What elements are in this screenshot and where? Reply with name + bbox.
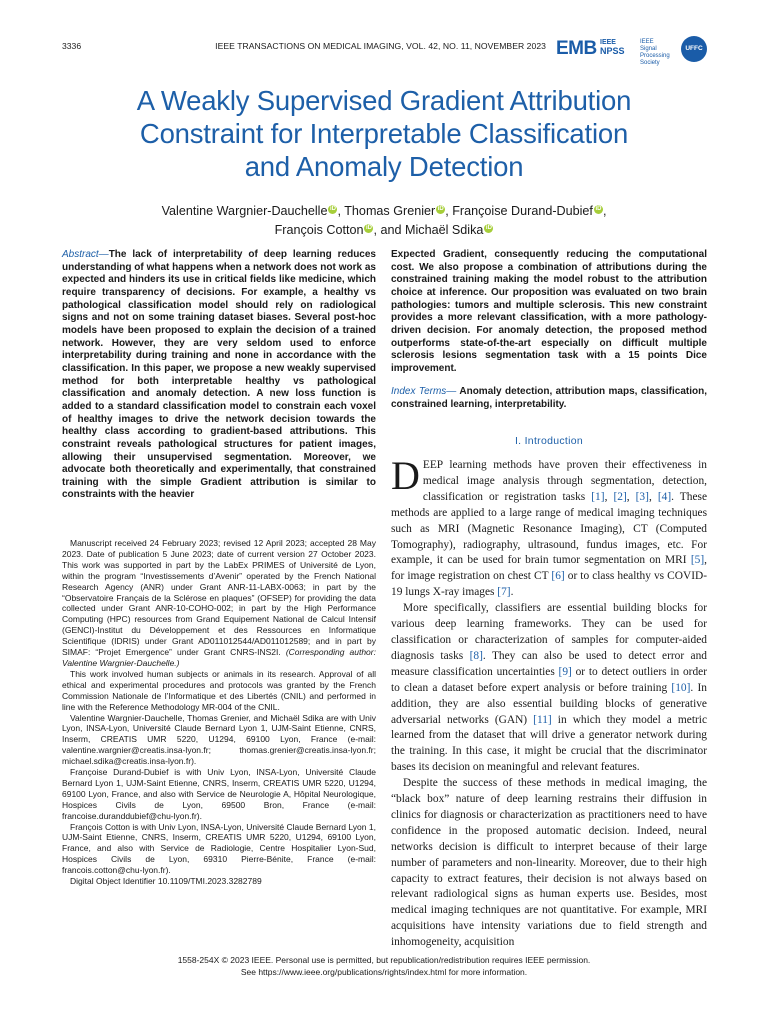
copyright-notice [62, 955, 706, 978]
copyright-line-2: See https://www.ieee.org/publications/rights/index.html for more information. [240, 966, 528, 977]
sp-logo-line3: Processing [640, 53, 670, 59]
citation-link[interactable]: [2] [613, 490, 627, 503]
footnote-paragraph: François Cotton is with Univ Lyon, INSA-Lyon, Université Claude Bernard Lyon 1, UJM-Saint Etienne, CNRS, Inserm, CREATIS UMR 5220, U1294, 69100 Lyon, France, and also with Service de Radiologie, Centre Hospitalier Lyon-Sud, Hospices Civils de Lyon, 69310 Pierre-Bénite, France (e-mail: francois.cotton@chu-lyon.fr). [62, 821, 376, 876]
footnote-text: Manuscript received 24 February 2023; revised 12 April 2023; accepted 28 May 2023. Date of publication 5 June 2023; date of current version 27 October 2023. This work was supported in part by the LabEx PRIMES of Université de Lyon, within the program “Investissements d’Avenir” operated by the French National Research Agency (ANR) under Grant ANR-11-LABX-0063; in part by the “Observatoire Français de la Sclérose en plaques” (OFSEP) for providing the data collected under Grant ANR-10-COHO-002; in part by the High Performance Computing (HPC) resources from Grand Equipement National de Calcul Intensif (GENCI)-Institut du Développement et des Ressources en Informatique Scientifique (IDRIS) under Grant AD011012544/AD011012589; and in part by SIMAF: “Projet Emergence” under Grant CNRS-INS2I. [62, 538, 376, 658]
journal-name: IEEE TRANSACTIONS ON MEDICAL IMAGING, VOL. 42, NO. 11, NOVEMBER 2023 [215, 41, 546, 51]
sp-logo-line2: Signal [640, 46, 657, 52]
intro-text: . These methods are applied to a large range of medical imaging techniques such as MRI (Magnetic Resonance Imaging), CT (Computed Tomography), radiography, ultrasound, fundus images, etc. For example, it can be used for brain tumor segmentation on MRI [391, 490, 707, 567]
citation-link[interactable]: [11] [533, 713, 552, 726]
footnote-paragraph: Valentine Wargnier-Dauchelle, Thomas Grenier, and Michaël Sdika are with Univ Lyon, INSA-Lyon, Université Claude Bernard Lyon 1, UJM-Saint Etienne, CNRS, Inserm, CREATIS UMR 5220, U1294, 69100 Lyon, France (e-mail: valentine.wargnier@creatis.insa-lyon.fr; thomas.grenier@creatis.insa-lyon.fr; michael.sdika@creatis.insa-lyon.fr). [62, 712, 376, 767]
paper-title [62, 84, 706, 183]
intro-text: , for image registration on chest CT [391, 554, 707, 583]
sp-logo-line1: IEEE [640, 39, 654, 45]
sp-logo-line4: Society [640, 60, 660, 66]
citation-link[interactable]: [9] [558, 665, 572, 678]
index-terms-label: Index Terms— [391, 386, 457, 397]
npss-logo-top: IEEE [600, 39, 616, 46]
intro-paragraph-2 [391, 601, 707, 776]
orcid-icon[interactable]: iD [485, 224, 492, 231]
author-name: , Françoise Durand-Dubief [445, 204, 593, 218]
uffc-logo: UFFC [681, 36, 707, 62]
title-line-1: A Weakly Supervised Gradient Attribution [136, 85, 632, 116]
citation-link[interactable]: [1] [591, 490, 605, 503]
orcid-icon[interactable]: iD [365, 224, 372, 231]
abstract-column-left [62, 249, 376, 502]
intro-text: More specifically, classifiers are essential building blocks for various deep learning frameworks. They can be used for classification or characterization of samples for computer-aided diagnosis tasks [391, 602, 707, 662]
intro-text: EEP learning methods have proven their effectiveness in medical image analysis through segmentation, detection, classification or registration tasks [422, 459, 707, 503]
npss-logo-text: NPSS [600, 46, 625, 56]
footnote-paragraph [62, 538, 376, 669]
title-line-3: and Anomaly Detection [244, 151, 524, 182]
intro-text: . In addition, they are also essential building blocks of generative adversarial networks (GAN) [391, 681, 708, 726]
corresponding-author: (Corresponding author: Valentine Wargnier-Dauchelle.) [62, 647, 376, 668]
orcid-icon[interactable]: iD [437, 205, 444, 212]
abstract-column-right: Expected Gradient, consequently reducing the computational cost. We also propose a combination of attributions during the constrained training making the model robust to the attribution choice at inference. Our proposition was evaluated on two brain pathologies: tumors and multiple sclerosis. This new constraint provides a more relevant classification, with a more pathology-driven decision. For anomaly detection, the proposed method outperforms state-of-the-art especially on difficult multiple sclerosis lesions segmentation task with a 15 points Dice improvement. [391, 249, 707, 374]
authors-line-1 [62, 202, 706, 221]
page-number: 3336 [62, 41, 82, 51]
citation-link[interactable]: [8] [469, 649, 483, 662]
intro-text: or to detect outliers in order to clean a dataset before expert analysis or before training [391, 665, 708, 694]
citation-link[interactable]: [6] [551, 570, 565, 583]
footnote-paragraph: Françoise Durand-Dubief is with Univ Lyon, INSA-Lyon, Université Claude Bernard Lyon 1, UJM-Saint Etienne, CNRS, Inserm, CREATIS UMR 5220, U1294, 69100 Lyon, France, and also with Service de Neurologie A, Hôpital Neurologique, Hospices Civils de Lyon, 69500 Bron, France (e-mail: francoise.duranddubief@chu-lyon.fr). [62, 767, 376, 821]
author-name: , Thomas Grenier [337, 204, 436, 218]
section-heading: I. Introduction [514, 435, 584, 447]
index-terms [391, 386, 707, 411]
citation-link[interactable]: [10] [671, 681, 691, 694]
citation-link[interactable]: [7] [497, 586, 511, 599]
doi-line: Digital Object Identifier 10.1109/TMI.2023.3282789 [70, 876, 262, 887]
abstract-label: Abstract— [62, 249, 109, 260]
introduction-text [391, 453, 708, 951]
abstract-text-left: The lack of interpretability of deep learning reduces understanding of what happens when a network does not work as expected and hinders its use in critical fields like medicine, which require transparency of decisions. For example, a healthy vs pathological classification model should rely on radiological signs and not on some training dataset biases. Several post-hoc models have been proposed to explain the decision of a trained network. However, they are very seldom used to enforce interpretability during training and none in accordance with the classification. In this paper, we propose a new weakly supervised method for both interpretable healthy vs pathological classification and anomaly detection. A new loss function is added to a standard classification model to constrain each voxel of healthy images to drive the network decision towards the healthy class according to gradient-based attributions. This constraint reveals pathological structures for patient images, allowing their unsupervised segmentation. Moreover, we advocate both theoretically and experimentally, that constrained training with the simple Gradient attribution is similar to constraints with the heavier [62, 249, 376, 501]
copyright-line-1: 1558-254X © 2023 IEEE. Personal use is permitted, but republication/redistribution requires IEEE permission. [177, 955, 591, 965]
first-page-footnote [62, 538, 376, 887]
citation-link[interactable]: [3] [635, 490, 649, 503]
index-terms-text: Anomaly detection, attribution maps, classification, constrained learning, interpretability. [391, 386, 708, 410]
orcid-icon[interactable]: iD [595, 205, 602, 212]
intro-paragraph-1: DEEP learning methods have proven their effectiveness in medical image analysis through segmentation, detection, classification or registration tasks [1], [2], [3], [4]. These methods are applied to a large range of medical imaging techniques such as MRI (Magnetic Resonance Imaging), CT (Computed Tomography), radiography, ultrasound, fundus images, etc. For example, it can be used for brain tumor segmentation on MRI [5], for image registration on chest CT [6] or to class healthy vs COVID-19 lungs X-ray images [7]. [391, 453, 708, 599]
citation-link[interactable]: [4] [657, 490, 672, 503]
title-line-2: Constraint for Interpretable Classification [139, 118, 629, 149]
emb-logo: EMB [556, 38, 597, 59]
author-name: , and Michaël Sdika [373, 223, 484, 237]
footnote-paragraph: This work involved human subjects or animals in its research. Approval of all ethical and experimental procedures and protocols was granted by the French Commission Nationale de l’Informatique et des Libertés (CNIL) and performed in line with the Reference Methodology MR-004 of the CNIL. [62, 668, 376, 712]
author-separator: , [602, 204, 607, 218]
npss-logo [600, 39, 630, 63]
intro-paragraph-3: Despite the success of these methods in medical imaging, the “black box” nature of deep learning restrains their diffusion in clinics for diagnosis or characterization as practitioners need to have confidence in the proposed automatic decision. Indeed, neural networks decision is difficult to interpret because of their large number of parameters and non-linearity. Moreover, due to their high capacity to extract features, their decision is not always based on relevant radiological signs as human experts use. Besides, most medical imaging techniques are not quantitative. For example, MRI acquisitions have intensity variations due to field strength and inhomogeneity, acquisition [391, 777, 707, 949]
authors-line-2 [62, 221, 706, 240]
intro-text: or to class healthy vs COVID-19 lungs X-ray images [391, 570, 708, 599]
drop-cap: D [391, 453, 420, 498]
intro-text: . They can also be used to detect error and measure classification uncertainties [391, 649, 707, 678]
society-logos [556, 36, 706, 66]
signal-processing-logo [640, 39, 676, 67]
intro-text: in which they model a metric learned from the dataset that will drive a generator network during the training. In this case, it might be crucial that the discriminator bases its decision on meaningful and relevant features. [391, 713, 708, 774]
orcid-icon[interactable]: iD [329, 205, 336, 212]
author-name: François Cotton [274, 223, 364, 237]
citation-link[interactable]: [5] [690, 554, 705, 567]
author-list [62, 202, 706, 240]
author-name: Valentine Wargnier-Dauchelle [161, 204, 328, 218]
running-header [62, 38, 546, 54]
